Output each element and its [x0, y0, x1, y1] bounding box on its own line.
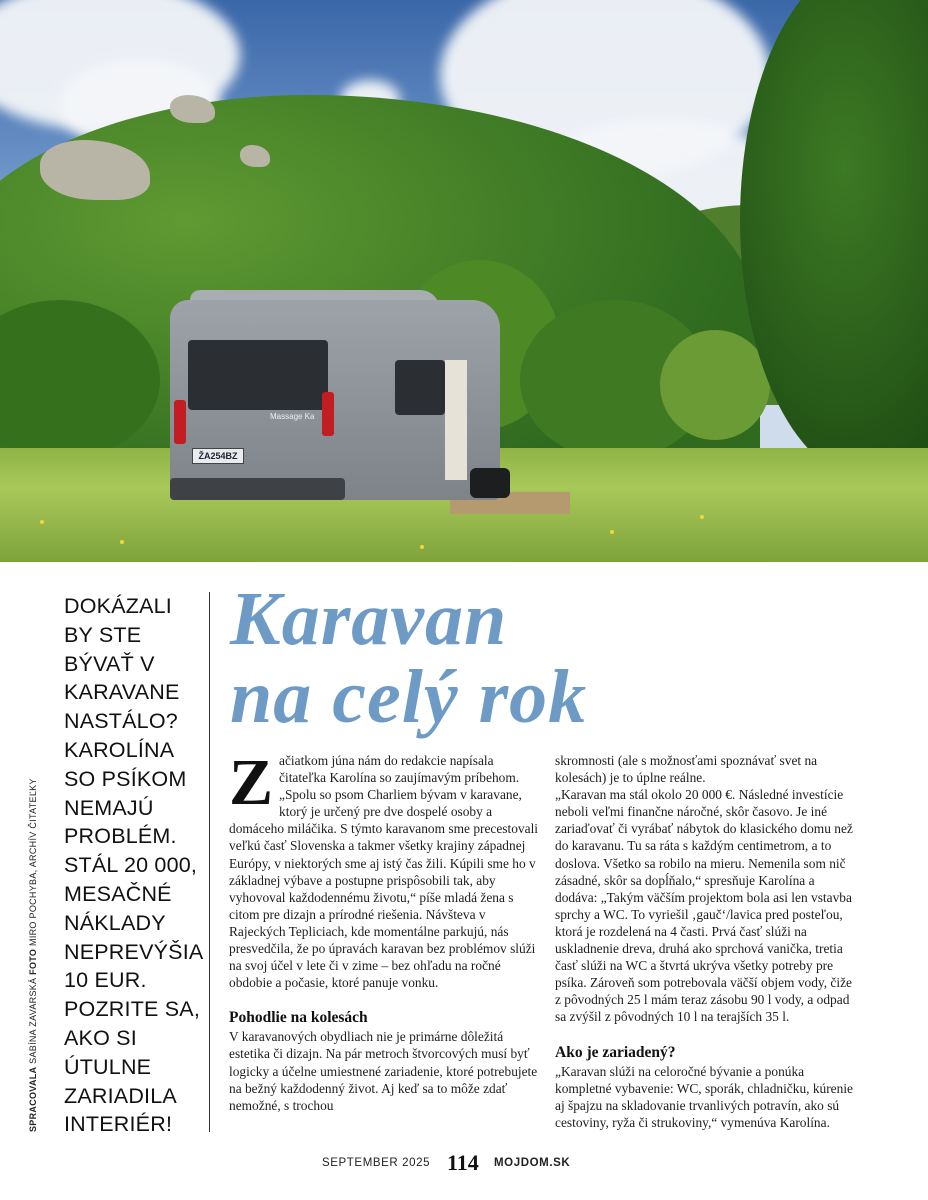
photo-credit: SPRACOVALA SABÍNA ZAVARSKÁ FOTO MIRO POCHYBA, ARCHÍV ČITATEĽKY: [28, 778, 38, 1132]
article-column-1: [229, 746, 541, 1114]
flower: [40, 520, 44, 524]
title-line-1: Karavan: [230, 577, 508, 661]
tree: [660, 330, 770, 440]
issue-date: SEPTEMBER 2025: [322, 1157, 431, 1169]
title-line-2: na celý rok: [230, 655, 588, 739]
van-tail-light: [322, 392, 334, 436]
van-side-window: [395, 360, 445, 415]
license-plate: ŽA254BZ: [192, 448, 244, 464]
article-title: [230, 577, 920, 739]
van-tail-light: [174, 400, 186, 444]
flower: [700, 515, 704, 519]
column-divider: [209, 592, 210, 1132]
van-rear-window: [188, 340, 328, 410]
campervan: [170, 300, 510, 510]
paragraph: „Karavan ma stál okolo 20 000 €. Následné investície neboli veľmi finančne náročné, skôr časovo. Je iné zariaďovať či vyrábať nábytok do klasického domu než do karavanu. Tu sa ráta s každým centimetrom, a to doslova. Všetko sa robilo na mieru. Nemenila som nič zásadné, skôr sa dopĺňalo,“ spresňuje Karolína a dodáva: „Takým väčším projektom bola asi len vstavba sprchy a WC. To vyriešil ‚gauč‘/lavica pred posteľou, ktorá je rozdelená na 4 časti. Prvá časť slúži na uskladnenie dreva, druhá ako sprchová vanička, tretia časť slúži na WC a štvrtá ukrýva všetky potreby pre psíka. Zároveň som potrebovala väčší objem vody, čiže z pôvodných 25 l mám teraz zásobu 90 l vody, a odpad sa zvýšil z pôvodných 10 l na terajších 35 l.: [555, 787, 853, 1025]
lead-text: DOKÁZALI BY STE BÝVAŤ V KARAVANE NASTÁLO? KAROLÍNA SO PSÍKOM NEMAJÚ PROBLÉM. STÁL 20 000, MESAČNÉ NÁKLADY NEPREVÝŠIA 10 EUR. POZRITE SA, AKO SI ÚTULNE ZARIADILA INTERIÉR!: [64, 594, 203, 1137]
paragraph: V karavanových obydliach nie je primárne dôležitá estetika či dizajn. Na pár metroch štvorcových musí byť logicky a účelne umiestnené zariadenie, ktoré potrebujete na bežný každodenný život. Aj keď sa to môže zdať nemožné, s trochou: [229, 1029, 538, 1113]
hero-photo: [0, 0, 928, 562]
site-name: MOJDOM.SK: [494, 1157, 571, 1169]
paragraph: skromnosti (ale s možnosťami spoznávať svet na kolesách) je to úplne reálne.: [555, 753, 818, 786]
subheading: Ako je zariadený?: [555, 1043, 676, 1061]
paragraph: „Spolu so psom Charliem bývam v karavane, ktorý je určený pre dve dospelé osoby a domáceho miláčika. S týmto karavanom sme precestovali veľkú časť Slovenska a takmer všetky krajiny západnej Európy, v niektorých sme aj istý čas žili. Kúpili sme ho v základnej výbave a postupne prispôsobili tak, aby vyhovoval každodennému životu,“ píše mladá žena s citom pre dizajn a prírodné riešenia. Návšteva v Rajeckých Tepliciach, kde momentálne parkujú, nás presvedčila, že po úpravách karavan bez problémov slúži na svoj účel v lete či v zime – bez ohľadu na ročné obdobie a počasie, ktoré panuje vonku.: [229, 787, 539, 991]
article-column-2: [555, 752, 860, 1131]
page-number: 114: [447, 1150, 479, 1175]
intro-paragraph: Začiatkom júna nám do redakcie napísala čitateľka Karolína so zaujímavým príbehom.: [229, 746, 520, 819]
van-logo-text: Massage Ka: [270, 412, 315, 421]
paragraph: „Karavan slúži na celoročné bývanie a ponúka kompletné vybavenie: WC, sporák, chladničku, kúrenie aj špajzu na skladovanie trvanlivých potravín, ako sú cestoviny, ryža či strukoviny,“ vymenúva Karolína.: [555, 1063, 853, 1130]
page-footer: [0, 1152, 928, 1176]
flower: [420, 545, 424, 549]
van-open-door: [445, 360, 467, 480]
flower: [120, 540, 124, 544]
van-bumper: [170, 478, 345, 500]
tree: [740, 0, 928, 480]
van-wheel: [470, 468, 510, 498]
subheading: Pohodlie na kolesách: [229, 1009, 368, 1027]
flower: [610, 530, 614, 534]
drop-cap: Z: [229, 746, 274, 819]
